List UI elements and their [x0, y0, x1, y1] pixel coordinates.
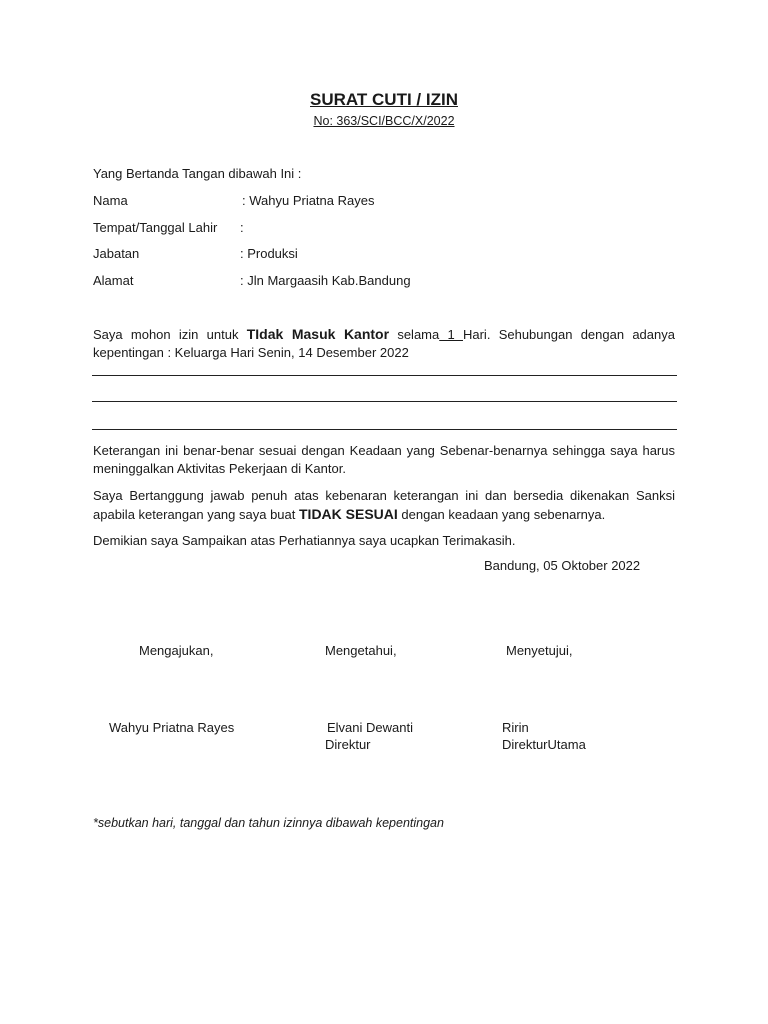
- footnote: *sebutkan hari, tanggal dan tahun izinnya dibawah kepentingan: [93, 816, 444, 830]
- request-suffix: Hari. Sehubungan dengan adanya kepentingan : Keluarga Hari Senin, 14 Desember 2022: [93, 327, 675, 360]
- request-duration: 1: [439, 327, 463, 342]
- request-paragraph: [93, 325, 675, 362]
- request-type: TIdak Masuk Kantor: [246, 326, 390, 342]
- field-value-name: : Wahyu Priatna Rayes: [242, 193, 375, 208]
- signature-name-approver: Ririn: [502, 720, 529, 735]
- field-label-name: Nama: [93, 193, 128, 208]
- request-middle: selama: [389, 327, 440, 342]
- letter-title: SURAT CUTI / IZIN: [310, 90, 458, 109]
- blank-line-2: [92, 401, 677, 402]
- field-value-position: : Produksi: [240, 246, 298, 261]
- request-prefix: Saya mohon izin untuk: [93, 327, 247, 342]
- field-label-birth: Tempat/Tanggal Lahir: [93, 220, 218, 235]
- signature-role-acknowledger: Mengetahui,: [325, 643, 397, 658]
- signature-title-acknowledger: Direktur: [325, 737, 371, 752]
- statement-paragraph-1: Keterangan ini benar-benar sesuai dengan Keadaan yang Sebenar-benarnya sehingga saya harus meninggalkan Aktivitas Pekerjaan di Kantor.: [93, 443, 675, 476]
- signature-title-approver: DirekturUtama: [502, 737, 586, 752]
- place-date: Bandung, 05 Oktober 2022: [484, 558, 641, 573]
- statement2-emphasis: TIDAK SESUAI: [299, 506, 398, 522]
- field-label-position: Jabatan: [93, 246, 140, 261]
- signature-role-applicant: Mengajukan,: [139, 643, 214, 658]
- field-label-address: Alamat: [93, 273, 134, 288]
- blank-line-3: [92, 429, 677, 430]
- letter-number: No: 363/SCI/BCC/X/2022: [313, 114, 455, 128]
- field-value-address: : Jln Margaasih Kab.Bandung: [240, 273, 411, 288]
- signature-role-approver: Menyetujui,: [506, 643, 573, 658]
- signature-name-acknowledger: Elvani Dewanti: [327, 720, 413, 735]
- signature-name-applicant: Wahyu Priatna Rayes: [109, 720, 235, 735]
- intro-text: Yang Bertanda Tangan dibawah Ini :: [93, 166, 302, 181]
- statement2-prefix: Saya Bertanggung jawab penuh atas kebenaran keterangan ini dan bersedia dikenakan Sanksi apabila keterangan yang saya buat: [93, 488, 675, 522]
- statement2-suffix: dengan keadaan yang sebenarnya.: [397, 507, 606, 522]
- closing-text: Demikian saya Sampaikan atas Perhatiannya saya ucapkan Terimakasih.: [93, 533, 516, 548]
- statement-paragraph-2: [93, 487, 675, 524]
- field-value-birth: :: [240, 220, 244, 235]
- blank-line-1: [92, 375, 677, 376]
